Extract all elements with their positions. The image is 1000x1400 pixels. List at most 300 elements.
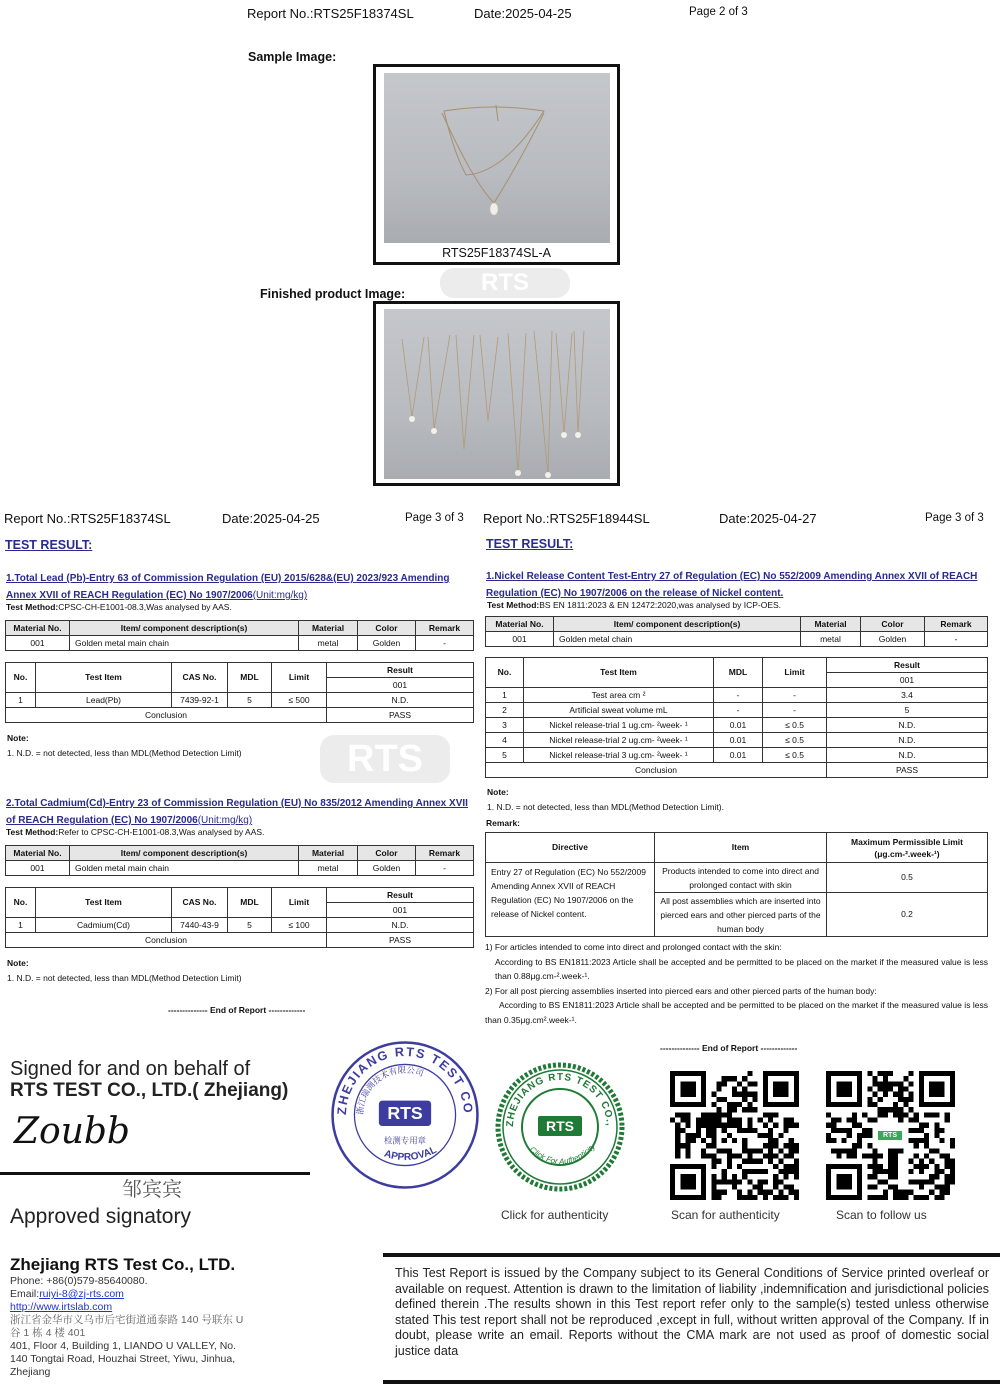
conclusion-label: Conclusion bbox=[486, 763, 827, 778]
company-signed-line: RTS TEST CO., LTD.( Zhejiang) bbox=[10, 1080, 289, 1101]
qr-module bbox=[857, 1123, 862, 1128]
qr-module bbox=[716, 1190, 721, 1195]
cell-remark: - bbox=[416, 636, 474, 651]
col-color: Color bbox=[358, 621, 416, 636]
col-material: Material bbox=[299, 621, 358, 636]
cell-result: 3.4 bbox=[827, 688, 988, 703]
qr-module bbox=[727, 1148, 732, 1153]
qr-module bbox=[778, 1148, 783, 1153]
qr-module bbox=[711, 1190, 716, 1195]
qr-module bbox=[773, 1112, 778, 1117]
qr-module bbox=[711, 1164, 716, 1169]
qr-module bbox=[722, 1138, 727, 1143]
cadmium-note bbox=[7, 956, 242, 986]
qr-module bbox=[945, 1190, 950, 1195]
col-test-item: Test Item bbox=[36, 888, 172, 918]
qr-module bbox=[914, 1179, 919, 1184]
qr-module bbox=[742, 1159, 747, 1164]
right-date: Date:2025-04-27 bbox=[719, 511, 817, 526]
qr-module bbox=[789, 1143, 794, 1148]
qr-module bbox=[883, 1179, 888, 1184]
qr-module bbox=[758, 1148, 763, 1153]
qr-module bbox=[784, 1185, 789, 1190]
qr-finder-pattern bbox=[836, 1081, 851, 1096]
qr-module bbox=[945, 1159, 950, 1164]
qr-module bbox=[737, 1164, 742, 1169]
qr-module bbox=[711, 1143, 716, 1148]
nickel-note bbox=[487, 785, 724, 815]
qr-module bbox=[737, 1102, 742, 1107]
qr-module bbox=[888, 1185, 893, 1190]
qr-module bbox=[784, 1117, 789, 1122]
col-result-sample: 001 bbox=[327, 903, 474, 918]
qr-module bbox=[857, 1143, 862, 1148]
qr-module bbox=[747, 1123, 752, 1128]
qr-module bbox=[768, 1159, 773, 1164]
qr-module bbox=[768, 1128, 773, 1133]
qr-module bbox=[909, 1128, 914, 1133]
footer-disclaimer: This Test Report is issued by the Company subject to its General Conditions of Service printed overleaf or available on request. Attention is drawn to the limitation of liability ,indemnification and jurisdictional policies defined therein .The results shown in this Test report refer only to the sample(s) tested unless otherwise stated This test report shall not be reproduced ,except in full, without written approval of the Company. If in doubt, please write an email. Reports without the CMA mark are not used as proof of domestic social justice data bbox=[395, 1266, 989, 1358]
qr-module bbox=[711, 1185, 716, 1190]
lead-note bbox=[7, 731, 242, 761]
right-report-no: Report No.:RTS25F18944SL bbox=[483, 511, 650, 526]
qr-module bbox=[878, 1164, 883, 1169]
qr-module bbox=[737, 1117, 742, 1122]
qr-module bbox=[841, 1138, 846, 1143]
qr-module bbox=[773, 1185, 778, 1190]
qr-module bbox=[945, 1174, 950, 1179]
cell-test-item: Test area cm ² bbox=[524, 688, 714, 703]
qr-module bbox=[888, 1081, 893, 1086]
cell-mdl: - bbox=[714, 703, 763, 718]
qr-module bbox=[706, 1133, 711, 1138]
cell-test-item: Cadmium(Cd) bbox=[36, 918, 172, 933]
cell-mdl: 0.01 bbox=[714, 748, 763, 763]
cell-no: 2 bbox=[486, 703, 524, 718]
qr-module bbox=[883, 1195, 888, 1200]
cell-no: 4 bbox=[486, 733, 524, 748]
qr-module bbox=[701, 1117, 706, 1122]
seal-logo: RTS bbox=[546, 1118, 574, 1134]
qr-module bbox=[680, 1128, 685, 1133]
cell-result: N.D. bbox=[827, 748, 988, 763]
qr-module bbox=[737, 1081, 742, 1086]
scan-for-authenticity-caption: Scan for authenticity bbox=[671, 1208, 780, 1222]
qr-module bbox=[727, 1159, 732, 1164]
lead-section-title bbox=[6, 569, 474, 603]
qr-module bbox=[737, 1195, 742, 1200]
qr-module bbox=[742, 1092, 747, 1097]
qr-module bbox=[841, 1148, 846, 1153]
qr-module bbox=[685, 1117, 690, 1122]
qr-module bbox=[753, 1169, 758, 1174]
col-no: No. bbox=[6, 663, 36, 693]
qr-module bbox=[903, 1112, 908, 1117]
col-cas-no: CAS No. bbox=[172, 888, 228, 918]
qr-module bbox=[778, 1190, 783, 1195]
cell-cas-no: 7440-43-9 bbox=[172, 918, 228, 933]
lead-test-method bbox=[6, 601, 232, 613]
cell-description: Golden metal chain bbox=[554, 632, 801, 647]
qr-module bbox=[929, 1112, 934, 1117]
qr-module bbox=[727, 1133, 732, 1138]
necklaces-illustration bbox=[384, 309, 610, 479]
qr-module bbox=[747, 1128, 752, 1133]
qr-module bbox=[789, 1169, 794, 1174]
qr-module bbox=[742, 1143, 747, 1148]
qr-module bbox=[732, 1086, 737, 1091]
qr-module bbox=[888, 1154, 893, 1159]
qr-module bbox=[778, 1195, 783, 1200]
qr-code-icon bbox=[669, 1071, 800, 1200]
lead-section-title-text: 1.Total Lead (Pb)-Entry 63 of Commission Regulation (EU) 2015/628&(EU) 2023/923 Amending Annex XVII of REACH Regulation (EC) No 1907/2006 bbox=[6, 573, 450, 601]
qr-module bbox=[716, 1097, 721, 1102]
qr-module bbox=[753, 1195, 758, 1200]
cell-limit: ≤ 500 bbox=[272, 693, 327, 708]
qr-module bbox=[893, 1159, 898, 1164]
qr-module bbox=[722, 1076, 727, 1081]
cell-material-no: 001 bbox=[6, 861, 70, 876]
cell-color: Golden bbox=[358, 636, 416, 651]
left-report-no: Report No.:RTS25F18374SL bbox=[4, 511, 171, 526]
qr-module bbox=[945, 1179, 950, 1184]
cell-test-item: Lead(Pb) bbox=[36, 693, 172, 708]
qr-module bbox=[950, 1169, 955, 1174]
qr-module bbox=[732, 1076, 737, 1081]
qr-module bbox=[826, 1112, 831, 1117]
qr-module bbox=[758, 1190, 763, 1195]
remark-note-1: 1) For articles intended to come into direct and prolonged contact with the skin: bbox=[485, 942, 782, 952]
qr-module bbox=[711, 1117, 716, 1122]
qr-module bbox=[893, 1195, 898, 1200]
qr-module bbox=[784, 1154, 789, 1159]
cell-description: Golden metal main chain bbox=[70, 861, 299, 876]
qr-module bbox=[742, 1169, 747, 1174]
col-material-no: Material No. bbox=[6, 846, 70, 861]
table-row bbox=[486, 748, 988, 763]
col-directive: Directive bbox=[486, 833, 655, 863]
col-remark: Remark bbox=[925, 617, 988, 632]
qr-module bbox=[732, 1107, 737, 1112]
page2-report-no: Report No.:RTS25F18374SL bbox=[247, 6, 414, 21]
cell-material-no: 001 bbox=[6, 636, 70, 651]
qr-finder-pattern bbox=[773, 1081, 788, 1096]
svg-text:Click For Authenticity bbox=[528, 1141, 598, 1166]
qr-module bbox=[914, 1164, 919, 1169]
qr-module bbox=[940, 1195, 945, 1200]
signatory-chinese-name: 邹宾宾 bbox=[122, 1177, 182, 1201]
cell-limit: 0.5 bbox=[827, 863, 988, 893]
qr-finder-pattern bbox=[680, 1174, 695, 1189]
nickel-note-text: 1. N.D. = not detected, less than MDL(Method Detection Limit). bbox=[487, 802, 724, 812]
qr-module bbox=[675, 1128, 680, 1133]
qr-module bbox=[680, 1143, 685, 1148]
qr-module bbox=[670, 1117, 675, 1122]
cadmium-note-text: 1. N.D. = not detected, less than MDL(Method Detection Limit) bbox=[7, 973, 242, 983]
qr-module bbox=[898, 1190, 903, 1195]
qr-module bbox=[737, 1123, 742, 1128]
qr-module bbox=[768, 1148, 773, 1153]
qr-module bbox=[924, 1143, 929, 1148]
qr-module bbox=[685, 1143, 690, 1148]
qr-module bbox=[893, 1081, 898, 1086]
qr-module bbox=[727, 1117, 732, 1122]
qr-module bbox=[758, 1169, 763, 1174]
click-for-authenticity-caption[interactable]: Click for authenticity bbox=[501, 1208, 609, 1222]
qr-module bbox=[773, 1179, 778, 1184]
qr-module bbox=[836, 1128, 841, 1133]
qr-module bbox=[716, 1148, 721, 1153]
qr-module bbox=[847, 1154, 852, 1159]
qr-module bbox=[852, 1117, 857, 1122]
qr-module bbox=[727, 1112, 732, 1117]
qr-module bbox=[747, 1081, 752, 1086]
qr-module bbox=[883, 1092, 888, 1097]
qr-module bbox=[872, 1092, 877, 1097]
qr-module bbox=[696, 1128, 701, 1133]
qr-module bbox=[701, 1154, 706, 1159]
lead-result-table bbox=[5, 662, 474, 723]
right-end-of-report: -------------- End of Report ------------- bbox=[660, 1043, 798, 1053]
footer-address-cn-1: 浙江省金华市义乌市后宅街道通泰路 140 号联东 U bbox=[10, 1314, 244, 1326]
qr-module bbox=[789, 1190, 794, 1195]
qr-module bbox=[872, 1102, 877, 1107]
qr-module bbox=[898, 1097, 903, 1102]
qr-module bbox=[893, 1190, 898, 1195]
table-row bbox=[486, 863, 988, 893]
footer-website-link[interactable]: http://www.irtslab.com bbox=[10, 1301, 113, 1313]
qr-module bbox=[872, 1164, 877, 1169]
qr-module bbox=[878, 1112, 883, 1117]
qr-module bbox=[867, 1143, 872, 1148]
rts-watermark-left: RTS bbox=[320, 735, 450, 783]
qr-module bbox=[716, 1179, 721, 1184]
qr-module bbox=[784, 1174, 789, 1179]
qr-module bbox=[768, 1138, 773, 1143]
col-result: Result bbox=[327, 663, 474, 678]
qr-module bbox=[778, 1179, 783, 1184]
stamp-chinese-text: 浙江瑞测技术有限公司 bbox=[354, 1064, 426, 1116]
qr-module bbox=[773, 1138, 778, 1143]
qr-module bbox=[862, 1133, 867, 1138]
qr-module bbox=[914, 1117, 919, 1122]
qr-module bbox=[747, 1117, 752, 1122]
qr-module bbox=[929, 1190, 934, 1195]
qr-module bbox=[696, 1133, 701, 1138]
qr-module bbox=[903, 1097, 908, 1102]
qr-module bbox=[826, 1123, 831, 1128]
qr-module bbox=[742, 1076, 747, 1081]
cell-limit: - bbox=[763, 703, 827, 718]
remark-table bbox=[485, 832, 988, 937]
qr-module bbox=[867, 1071, 872, 1076]
qr-module bbox=[742, 1195, 747, 1200]
qr-module bbox=[794, 1195, 799, 1200]
col-description: Item/ component description(s) bbox=[70, 846, 299, 861]
qr-module bbox=[919, 1159, 924, 1164]
qr-module bbox=[675, 1154, 680, 1159]
qr-module bbox=[945, 1185, 950, 1190]
authenticity-seal[interactable] bbox=[495, 1062, 625, 1192]
lead-method-label: Test Method: bbox=[6, 602, 59, 612]
col-color: Color bbox=[861, 617, 925, 632]
qr-module bbox=[742, 1097, 747, 1102]
qr-module bbox=[784, 1164, 789, 1169]
table-row bbox=[486, 733, 988, 748]
cell-limit: ≤ 0.5 bbox=[763, 718, 827, 733]
qr-module bbox=[898, 1081, 903, 1086]
qr-module bbox=[867, 1195, 872, 1200]
qr-module bbox=[675, 1138, 680, 1143]
page2-page-number: Page 2 of 3 bbox=[689, 6, 748, 18]
cadmium-method-label: Test Method: bbox=[6, 827, 59, 837]
qr-module bbox=[893, 1092, 898, 1097]
qr-module bbox=[883, 1076, 888, 1081]
qr-module bbox=[722, 1174, 727, 1179]
qr-module bbox=[701, 1138, 706, 1143]
qr-module bbox=[950, 1179, 955, 1184]
lead-method-value: CPSC-CH-E1001-08.3,Was analysed by AAS. bbox=[58, 602, 232, 612]
nickel-method-label: Test Method: bbox=[487, 600, 540, 610]
qr-module bbox=[685, 1123, 690, 1128]
qr-module bbox=[867, 1164, 872, 1169]
qr-module bbox=[711, 1133, 716, 1138]
qr-module bbox=[878, 1154, 883, 1159]
stamp-sub-text: 检测专用章 bbox=[383, 1135, 427, 1146]
cell-cas-no: 7439-92-1 bbox=[172, 693, 228, 708]
conclusion-row bbox=[6, 933, 474, 948]
qr-module bbox=[909, 1097, 914, 1102]
conclusion-row bbox=[6, 708, 474, 723]
qr-module bbox=[701, 1123, 706, 1128]
qr-module bbox=[872, 1076, 877, 1081]
qr-module bbox=[773, 1164, 778, 1169]
cadmium-result-table bbox=[5, 887, 474, 948]
table-row bbox=[6, 693, 474, 708]
qr-module bbox=[763, 1123, 768, 1128]
cell-material: metal bbox=[299, 861, 358, 876]
qr-module bbox=[867, 1128, 872, 1133]
qr-module bbox=[945, 1164, 950, 1169]
conclusion-label: Conclusion bbox=[6, 708, 327, 723]
remark-note-2: 2) For all post piercing assemblies inserted into pierced ears and other pierced parts of the human body: bbox=[485, 985, 877, 996]
qr-module bbox=[763, 1169, 768, 1174]
qr-module bbox=[675, 1133, 680, 1138]
qr-module bbox=[919, 1123, 924, 1128]
cell-test-item: Nickel release-trial 3 ug.cm- ²week- ¹ bbox=[524, 748, 714, 763]
footer-address-en-1: 401, Floor 4, Building 1, LIANDO U VALLEY, No. bbox=[10, 1340, 237, 1352]
footer-company-name: Zhejiang RTS Test Co., LTD. bbox=[10, 1255, 236, 1274]
qr-module bbox=[934, 1174, 939, 1179]
qr-module bbox=[847, 1128, 852, 1133]
qr-module bbox=[847, 1133, 852, 1138]
qr-module bbox=[789, 1117, 794, 1122]
qr-module bbox=[701, 1112, 706, 1117]
cadmium-section-title-text: 2.Total Cadmium(Cd)-Entry 23 of Commission Regulation (EU) No 835/2012 Amending Annex XVII of REACH Regulation (EC) No 1907/2006 bbox=[6, 798, 468, 826]
table-row bbox=[486, 703, 988, 718]
cell-description: Golden metal main chain bbox=[70, 636, 299, 651]
qr-module bbox=[903, 1195, 908, 1200]
authenticity-qr-code[interactable] bbox=[669, 1071, 800, 1200]
qr-finder-pattern bbox=[680, 1081, 695, 1096]
qr-module bbox=[794, 1159, 799, 1164]
footer-address-cn-2: 谷 1 栋 4 楼 401 bbox=[10, 1327, 86, 1339]
qr-module bbox=[722, 1190, 727, 1195]
qr-module bbox=[747, 1107, 752, 1112]
qr-module bbox=[685, 1148, 690, 1153]
qr-module bbox=[878, 1086, 883, 1091]
qr-module bbox=[768, 1133, 773, 1138]
qr-module bbox=[883, 1190, 888, 1195]
qr-module bbox=[758, 1117, 763, 1122]
qr-module bbox=[732, 1092, 737, 1097]
sample-image-label: Sample Image: bbox=[248, 50, 337, 64]
col-material: Material bbox=[801, 617, 861, 632]
footer-email-link[interactable]: ruiyi-8@zj-rts.com bbox=[39, 1288, 124, 1300]
follow-us-qr-code[interactable] bbox=[826, 1071, 955, 1200]
qr-module bbox=[685, 1154, 690, 1159]
svg-text:APPROVAL bbox=[383, 1145, 439, 1164]
qr-module bbox=[893, 1112, 898, 1117]
qr-module bbox=[878, 1107, 883, 1112]
qr-module bbox=[732, 1102, 737, 1107]
qr-module bbox=[831, 1148, 836, 1153]
table-row bbox=[486, 688, 988, 703]
qr-module bbox=[867, 1154, 872, 1159]
signed-behalf-line: Signed for and on behalf of bbox=[10, 1058, 251, 1080]
qr-module bbox=[826, 1133, 831, 1138]
qr-module bbox=[867, 1174, 872, 1179]
qr-module bbox=[909, 1159, 914, 1164]
col-description: Item/ component description(s) bbox=[554, 617, 801, 632]
qr-module bbox=[940, 1154, 945, 1159]
cell-color: Golden bbox=[861, 632, 925, 647]
qr-module bbox=[753, 1159, 758, 1164]
qr-module bbox=[685, 1138, 690, 1143]
qr-module bbox=[753, 1092, 758, 1097]
qr-module bbox=[706, 1112, 711, 1117]
qr-module bbox=[909, 1081, 914, 1086]
qr-module bbox=[950, 1138, 955, 1143]
company-stamp-icon bbox=[330, 1040, 480, 1190]
col-mdl: MDL bbox=[228, 888, 272, 918]
qr-module bbox=[789, 1185, 794, 1190]
qr-module bbox=[722, 1169, 727, 1174]
qr-module bbox=[847, 1148, 852, 1153]
qr-module bbox=[685, 1112, 690, 1117]
qr-module bbox=[893, 1185, 898, 1190]
qr-module bbox=[950, 1164, 955, 1169]
qr-module bbox=[737, 1179, 742, 1184]
col-material-no: Material No. bbox=[6, 621, 70, 636]
qr-module bbox=[924, 1179, 929, 1184]
qr-module bbox=[685, 1133, 690, 1138]
qr-module bbox=[747, 1102, 752, 1107]
qr-module bbox=[924, 1164, 929, 1169]
qr-module bbox=[732, 1138, 737, 1143]
qr-module bbox=[742, 1086, 747, 1091]
qr-module bbox=[789, 1148, 794, 1153]
qr-module bbox=[903, 1102, 908, 1107]
disclaimer-top-rule bbox=[383, 1253, 1000, 1257]
qr-module bbox=[878, 1179, 883, 1184]
finished-product-photo bbox=[384, 309, 610, 479]
qr-module bbox=[747, 1190, 752, 1195]
cell-no: 1 bbox=[6, 918, 36, 933]
qr-module bbox=[945, 1154, 950, 1159]
cell-mdl: 5 bbox=[228, 693, 272, 708]
table-row bbox=[486, 632, 988, 647]
